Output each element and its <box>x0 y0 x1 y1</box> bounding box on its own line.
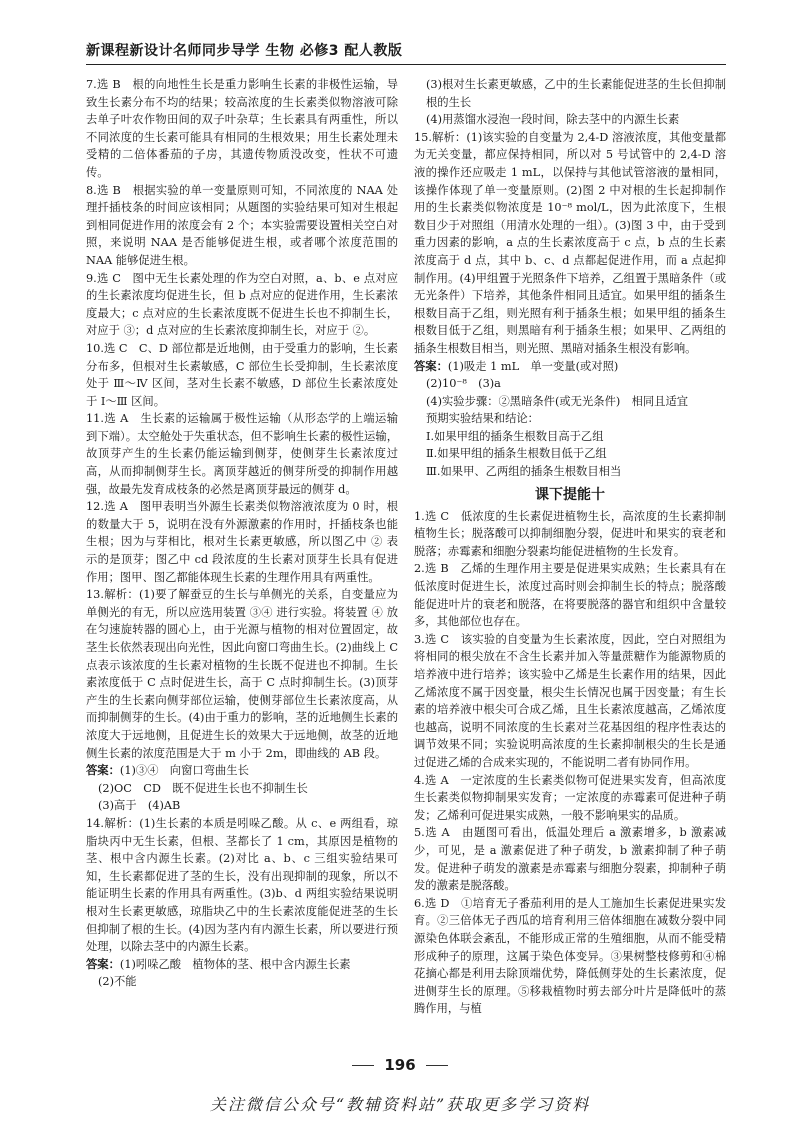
answer-label: 答案： <box>86 956 120 971</box>
answer-paragraph-q15g <box>414 463 726 481</box>
answer-paragraph-q9 <box>86 270 398 340</box>
paragraph-text: 15.解析：(1)该实验的自变量为 2,4-D 溶液浓度，其他变量都为无关变量，都应保持相同，所以对 5 号试管中的 2,4-D 溶液的操作还应吸走 1 mL，以保持与其他试管溶液的量相同，该操作体现了单一变量原则。(2)图 2 中对根的生长起抑制作用的生长素类似物浓度是 10⁻⁸ mol/L，因为此浓度下，生根数目少于对照组（用清水处理的一组）。(3)图 3 中，由于受到重力因素的影响，a 点的生长素浓度高于 c 点，b 点的生长素浓度高于 d 点，其中 b、c、d 点都起促进作用，而 a 点起抑制作用。(4)甲组置于光照条件下培养，乙组置于黑暗条件（或无光条件）下培养，其他条件相同且适宜。如果甲组的插条生根数目高于乙组，则光照有利于插条生根；如果甲组的插条生根数目低于乙组，则黑暗有利于插条生根；如果甲、乙两组的插条生根数目相当，则光照、黑暗对插条生根没有影响。 <box>414 130 726 355</box>
answer-paragraph-k1 <box>414 508 726 561</box>
answer-paragraph-k4 <box>414 772 726 825</box>
paragraph-text: (3)高于 (4)AB <box>98 799 181 813</box>
paragraph-text: 2.选 B 乙烯的生理作用主要是促进果实成熟；生长素具有在低浓度时促进生长，浓度过高时则会抑制生长的特点；脱落酸能促进叶片的衰老和脱落，在将要脱落的器官和组织中含量较多，其他部位也存在。 <box>414 562 726 629</box>
page-number-text: 196 <box>384 1056 416 1074</box>
answer-paragraph-q15f <box>414 445 726 463</box>
paragraph-text: 14.解析：(1)生长素的本质是吲哚乙酸。从 c、e 两组看，琼脂块丙中无生长素，但根、茎都长了 1 cm，其原因是植物的茎、根中含内源生长素。(2)对比 a、b、c 三组实验结果可知，生长素都促进了茎的生长，没有出现抑制的现象，所以不能证明生长素的作用具有两重性。(3)b、d 两组实验结果说明根对生长素更敏感，琼脂块乙中的生长素浓度能促进茎的生长但抑制了根的生长。(4)因为茎内有内源生长素，所以要进行预处理，以除去茎中的内源生长素。 <box>86 816 398 954</box>
answer-paragraph-q8 <box>86 182 398 270</box>
answer-paragraph-q13c <box>86 797 398 815</box>
paragraph-text: 13.解析：(1)要了解蚕豆的生长与单侧光的关系，自变量应为单侧光的有无，所以应选用装置 ③④ 进行实验。将装置 ④ 放在匀速旋转器的圆心上，由于光源与植物的相对位置固定，故茎生长依然表现出向光性，因此向窗口弯曲生长。(2)曲线上 C 点表示该浓度的生长素对植物的生长既不促进也不抑制。生长素浓度低于 C 点时促进生长，高于 C 点时抑制生长。(3)顶芽产生的生长素向侧芽部位运输，使侧芽部位生长素浓度高，从而抑制侧芽的生长。(4)由于重力的影响，茎的近地侧生长素的浓度大于远地侧，且促进生长的效果大于远地侧，故茎的近地侧生长素的浓度范围是大于 m 小于 2m，即曲线的 AB 段。 <box>86 588 398 760</box>
answer-label: 答案： <box>86 763 120 778</box>
paragraph-text: 6.选 D ①培育无子番茄利用的是人工施加生长素促进果实发育。②三倍体无子西瓜的培育利用三倍体细胞在减数分裂中同源染色体联会紊乱，不能形成正常的生殖细胞，从而不能受精形成种子的原理，这属于染色体变异。③果树整枝修剪和④棉花摘心都是利用去除顶端优势，降低侧芽处的生长素浓度，促进侧芽生长的原理。⑤移栽植物时剪去部分叶片是降低叶的蒸腾作用，与植 <box>414 896 726 1016</box>
paragraph-text: 1.选 C 低浓度的生长素促进植物生长，高浓度的生长素抑制植物生长；脱落酸可以抑制细胞分裂，促进叶和果实的衰老和脱落；赤霉素和细胞分裂素均能促进植物的生长发育。 <box>414 509 726 558</box>
paragraph-text: (2)OC CD 既不促进生长也不抑制生长 <box>98 781 308 795</box>
answer-paragraph-q7 <box>86 76 398 182</box>
answer-paragraph-k2 <box>414 560 726 630</box>
answer-paragraph-q15 <box>414 129 726 358</box>
paragraph-text: 12.选 A 图甲表明当外源生长素类似物溶液浓度为 0 时，根的数量大于 5，说明在没有外源激素的作用时，扦插枝条也能生根；因为与芽相比，根对生长素更敏感，所以图乙中 ② 表示的是顶芽；图乙中 cd 段浓度的生长素对顶芽生长具有促进作用；图甲、图乙都能体现生长素的生理作用具有两重性。 <box>86 500 398 584</box>
answer-paragraph-q11 <box>86 410 398 498</box>
answer-paragraph-q14b <box>86 973 398 991</box>
paragraph-text: Ⅰ.如果甲组的插条生根数目高于乙组 <box>426 429 604 443</box>
header-divider <box>86 64 726 65</box>
answer-paragraph-q13 <box>86 586 398 762</box>
paragraph-text: (1)吲哚乙酸 植物体的茎、根中含内源生长素 <box>119 957 351 971</box>
answer-label: 答案： <box>414 358 448 373</box>
answer-paragraph-q14a <box>86 956 398 974</box>
answer-paragraph-k6 <box>414 895 726 1018</box>
answer-paragraph-q13a <box>86 762 398 780</box>
answer-paragraph-q13b <box>86 780 398 798</box>
left-column <box>86 76 398 991</box>
paragraph-text: 10.选 C C、D 部位都是近地侧，由于受重力的影响，生长素分布多，但根对生长素敏感，C 部位生长受抑制，生长素浓度处于 Ⅲ～Ⅳ 区间，茎对生长素不敏感，D 部位生长素浓度处于 Ⅰ～Ⅲ 区间。 <box>86 341 398 408</box>
paragraph-text: (2)不能 <box>98 975 137 989</box>
answer-paragraph-r2 <box>414 111 726 129</box>
paragraph-text: 11.选 A 生长素的运输属于极性运输（从形态学的上端运输到下端）。太空舱处于失重状态，但不影响生长素的极性运输，故顶芽产生的生长素仍能运输到侧芽，使侧芽生长素浓度过高，从而抑制侧芽生长。离顶芽越近的侧芽所受的抑制作用越强，故最先发育成枝条的必然是离顶芽最远的侧芽 d。 <box>86 412 398 496</box>
section-title: 课下提能十 <box>535 486 605 503</box>
answer-paragraph-q15b <box>414 375 726 393</box>
page-number-dash-right <box>426 1065 448 1066</box>
page-number-dash-left <box>352 1065 374 1066</box>
paragraph-text: (1)吸走 1 mL 单一变量(或对照) <box>447 359 619 373</box>
paragraph-text: 7.选 B 根的向地性生长是重力影响生长素的非极性运输，导致生长素分布不均的结果；较高浓度的生长素类似物溶液可除去单子叶农作物田间的双子叶杂草；生长素具有两重性，所以不同浓度的生长素可能具有相同的生根效果；用生长素处理未受精的二倍体番茄的子房，其遗传物质没改变，性状不可遗传。 <box>86 78 398 179</box>
right-column <box>414 76 726 1018</box>
answer-paragraph-r1 <box>414 76 726 111</box>
paragraph-text: Ⅱ.如果甲组的插条生根数目低于乙组 <box>426 447 607 461</box>
page-number <box>0 1056 800 1074</box>
paragraph-text: 5.选 A 由题图可看出，低温处理后 a 激素增多，b 激素减少，可见，是 a 激素促进了种子萌发，b 激素抑制了种子萌发。促进种子萌发的激素是赤霉素与细胞分裂素，抑制种子萌发的激素是脱落酸。 <box>414 826 726 893</box>
paragraph-text: 4.选 A 一定浓度的生长素类似物可促进果实发育，但高浓度生长素类似物抑制果实发育；一定浓度的赤霉素可促进种子萌发；乙烯利可促进果实成熟，一般不影响果实的品质。 <box>414 773 726 822</box>
paragraph-text: 3.选 C 该实验的自变量为生长素浓度，因此，空白对照组为将相同的根尖放在不含生长素并加入等量蔗糖作为能源物质的培养液中进行培养；该实验中乙烯是生长素作用的结果，因此乙烯浓度不属于因变量，根尖生长情况也属于因变量；有生长素的培养液中根尖可合成乙烯，且生长素浓度越高，乙烯浓度也越高，说明不同浓度的生长素对兰花基因组的程序性表达的调节效果不同；实验说明高浓度的生长素抑制根尖的生长是通过促进乙烯的合成来实现的，不能说明二者有协同作用。 <box>414 632 726 769</box>
answer-paragraph-q14 <box>86 815 398 956</box>
answer-paragraph-q15d <box>414 410 726 428</box>
answer-paragraph-q15e <box>414 428 726 446</box>
paragraph-text: (1)③④ 向窗口弯曲生长 <box>119 764 249 778</box>
paragraph-text: 预期实验结果和结论： <box>426 412 539 426</box>
answer-paragraph-k3 <box>414 631 726 772</box>
page-header: 新课程新设计名师同步导学 生物 必修3 配人教版 <box>86 43 403 59</box>
paragraph-text: (4)用蒸馏水浸泡一段时间，除去茎中的内源生长素 <box>426 113 680 127</box>
paragraph-text: Ⅲ.如果甲、乙两组的插条生根数目相当 <box>426 465 622 479</box>
answer-paragraph-q15a <box>414 358 726 376</box>
paragraph-text: 8.选 B 根据实验的单一变量原则可知，不同浓度的 NAA 处理扦插枝条的时间应该相同；从题图的实验结果可知对生根起到相同促进作用的浓度会有 2 个；本实验需要设置相关空白对照，来说明 NAA 是否能够促进生根，或者哪个浓度范围的 NAA 能够促进生根。 <box>86 183 398 267</box>
paragraph-text: (2)10⁻⁸ (3)a <box>426 377 501 391</box>
answer-paragraph-q12 <box>86 498 398 586</box>
answer-paragraph-q15c <box>414 393 726 411</box>
footer-watermark-text: 关注微信公众号“教辅资料站”获取更多学习资料 <box>209 1095 591 1114</box>
paragraph-text: (3)根对生长素更敏感，乙中的生长素能促进茎的生长但抑制根的生长 <box>426 78 726 109</box>
answer-paragraph-q10 <box>86 340 398 410</box>
answer-paragraph-k5 <box>414 824 726 894</box>
paragraph-text: 9.选 C 图中无生长素处理的作为空白对照，a、b、e 点对应的生长素浓度均促进生长，但 b 点对应的促进作用，生长素浓度最大；c 点对应的生长素浓度既不促进生长也不抑制生长，对应于 ③；d 点对应的生长素浓度抑制生长，对应于 ②。 <box>86 271 398 338</box>
paragraph-text: (4)实验步骤：②黑暗条件(或无光条件) 相同且适宜 <box>426 394 689 408</box>
